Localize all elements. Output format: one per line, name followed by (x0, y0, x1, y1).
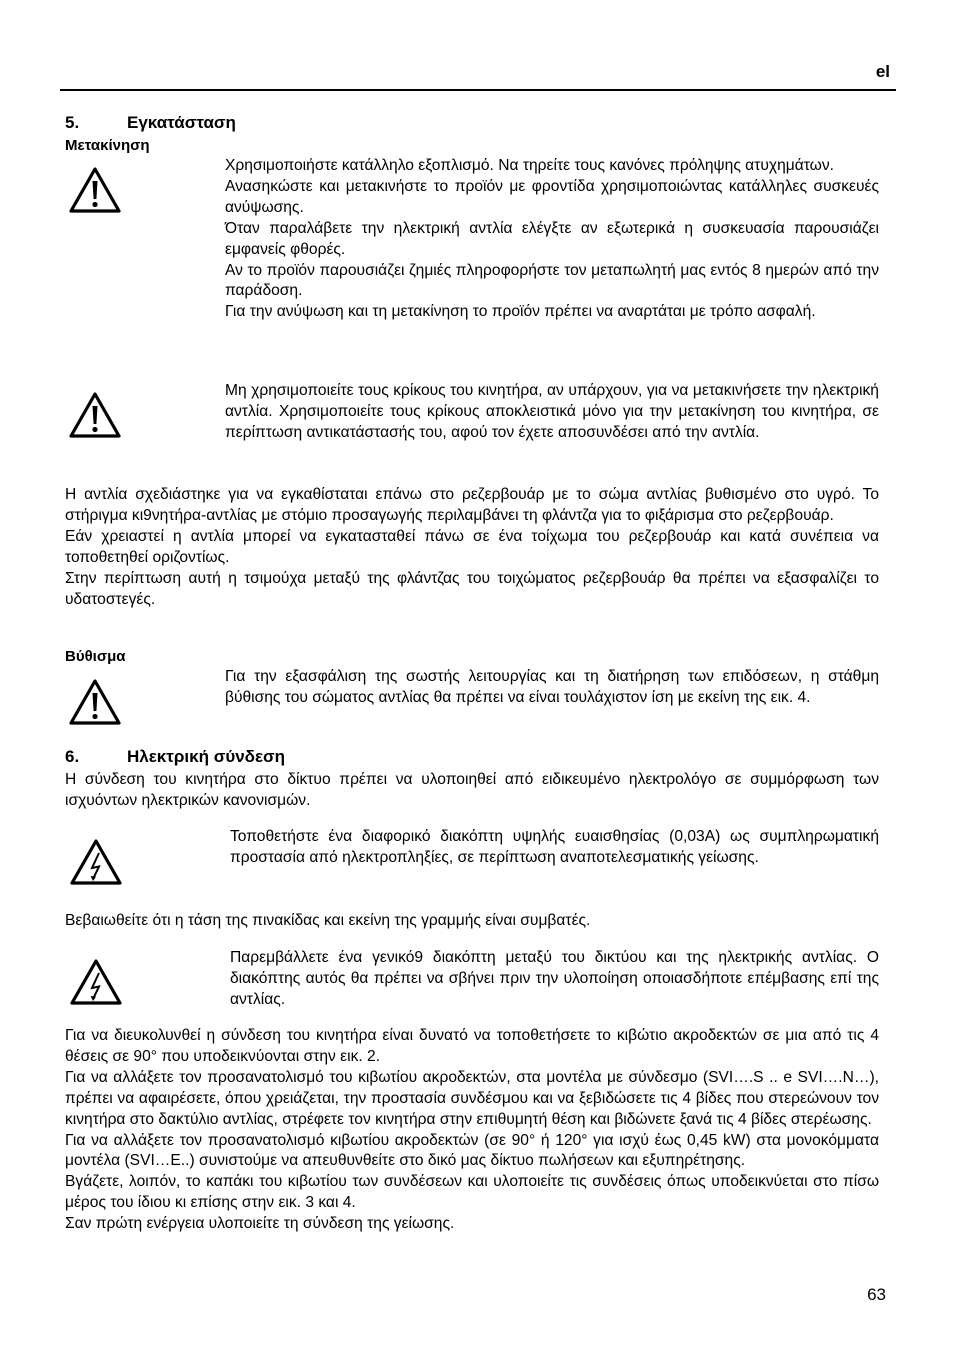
handling-warning-2: Μη χρησιμοποιείτε τους κρίκους του κινητήρα, αν υπάρχουν, για να μετακινήσετε την ηλεκτρική αντλία. Χρησιμοποιείτε τους κρίκους αποκλειστικά μόνο για την μετακίνηση του κινητήρα, σε περίπτωση αντικατάστασής του, αφού τον έχετε αποσυνδέσει από την αντλία. (225, 382, 879, 441)
immersion-heading: Βύθισμα (65, 648, 126, 665)
section-5-heading (65, 112, 236, 134)
immersion-warning: Για την εξασφάλιση της σωστής λειτουργίας και τη διατήρηση των επιδόσεων, η στάθμη βύθισης του σώματος αντλίας θα πρέπει να είναι τουλάχιστον ίση με εκείνη της εικ. 4. (225, 668, 879, 706)
section-5-title: Εγκατάσταση (127, 113, 236, 132)
handling-warning-1-line: Για την ανύψωση και τη μετακίνηση το προϊόν πρέπει να αναρτάται με τρόπο ασφαλή. (225, 303, 816, 321)
body-paragraph: Για να αλλάξετε τον προσανατολισμό κιβωτίου ακροδεκτών (σε 90° ή 120° για ισχύ έως 0,45 kW) στα μονοκόμματα μοντέλα (SVI…E..) συνιστούμε να απευθυνθείτε στο δικό μας δίκτυο πωλήσεων και εξυπηρέτησης. (65, 1131, 879, 1170)
body-paragraph: Βγάζετε, λοιπόν, το καπάκι του κιβωτίου των συνδέσεων και υλοποιείτε τις συνδέσεις όπως υποδεικνύεται στο πίσω μέρος του ίδιου κι επίσης στην εικ. 3 και 4. (65, 1173, 879, 1212)
handling-warning-1 (225, 156, 879, 323)
page-number: 63 (867, 1285, 886, 1304)
handling-warning-1-line: Αν το προϊόν παρουσιάζει ζημιές πληροφορήστε τον μεταπωλητή μας εντός 8 ημερών από την παράδοση. (225, 261, 879, 300)
section-6-heading (65, 746, 285, 768)
body-paragraph: Σαν πρώτη ενέργεια υλοποιείτε τη σύνδεση της γείωσης. (65, 1215, 455, 1233)
section-6-title: Ηλεκτρική σύνδεση (127, 747, 286, 766)
body-paragraph: Η αντλία σχεδιάστηκε για να εγκαθίσταται επάνω στο ρεζερβουάρ με το σώμα αντλίας βυθισμένο στο υγρό. Το στήριγμα κι9νητήρα-αντλίας με στόμιο προσαγωγής περιλαμβάνει τη φλάντζα για το φιξάρισμα στο ρεζερβουάρ. (65, 486, 879, 524)
electric-warning-2: Παρεμβάλλετε ένα γενικό9 διακόπτη μεταξύ του δικτύου και της ηλεκτρικής αντλίας. Ο διακόπτης αυτός θα πρέπει να σβήνει πριν την υλοποίηση οποιασδήποτε επέμβασης επί της αντλίας. (230, 949, 879, 1008)
body-paragraph: Στην περίπτωση αυτή η τσιμούχα μεταξύ της φλάντζας του τοιχώματος ρεζερβουάρ θα πρέπει να εξασφαλίζει το υδατοστεγές. (65, 569, 879, 608)
installation-body (65, 485, 879, 610)
body-paragraph: Για να διευκολυνθεί η σύνδεση του κινητήρα είναι δυνατό να τοποθετήσετε το κιβώτιο ακροδεκτών σε μια από τις 4 θέσεις σε 90° που υποδεικνύονται στην εικ. 2. (65, 1027, 879, 1065)
body-paragraph: Για να αλλάξετε τον προσανατολισμό του κιβωτίου ακροδεκτών, στα μοντέλα με σύνδεσμο (SVI….S .. e SVI….N…), πρέπει να αφαιρέσετε, όπου χρειάζεται, την προστασία συνδέσμου και να ξεβιδώσετε τις 4 βίδες που στερεώνουν τον κινητήρα στο δακτύλιο αντλίας, στρέφετε τον κινητήρα στην επιθυμητή θέση και βιδώνετε ξανά τις 4 βίδες στερέωσης. (65, 1068, 879, 1128)
body-paragraph: Εάν χρειαστεί η αντλία μπορεί να εγκατασταθεί πάνω σε ένα τοίχωμα του ρεζερβουάρ και κατά συνέπεια να τοποθετηθεί οριζοντίως. (65, 527, 879, 566)
handling-warning-1-line: Ανασηκώστε και μετακινήστε το προϊόν με φροντίδα χρησιμοποιώντας κατάλληλες συσκευές ανύψωσης. (225, 177, 879, 216)
language-code: el (875, 62, 890, 81)
electric-intro: Η σύνδεση του κινητήρα στο δίκτυο πρέπει να υλοποιηθεί από ειδικευμένο ηλεκτρολόγο σε συμμόρφωση των ισχυόντων ηλεκτρικών κανονισμών. (65, 771, 879, 809)
voltage-check: Βεβαιωθείτε ότι η τάση της πινακίδας και εκείνη της γραμμής είναι συμβατές. (65, 912, 591, 929)
section-6-number: 6. (65, 747, 80, 766)
electric-hazard-icon (69, 958, 123, 1006)
handling-warning-1-line: Χρησιμοποιήστε κατάλληλο εξοπλισμό. Να τηρείτε τους κανόνες πρόληψης ατυχημάτων. (225, 157, 834, 174)
electric-hazard-icon (69, 838, 123, 886)
handling-warning-1-line: Όταν παραλάβετε την ηλεκτρική αντλία ελέγξτε αν εξωτερικά η συσκευασία παρουσιάζει εμφανείς φθορές. (225, 219, 879, 258)
warning-triangle-icon (68, 166, 122, 214)
warning-triangle-icon (68, 678, 122, 726)
header-rule (60, 89, 896, 91)
electric-body (65, 1026, 879, 1235)
electric-warning-1: Τοποθετήστε ένα διαφορικό διακόπτη υψηλής ευαισθησίας (0,03Α) ως συμπληρωματική προστασία από ηλεκτροπληξίες, σε περίπτωση αναποτελεσματικής γείωσης. (230, 828, 879, 866)
section-5-number: 5. (65, 113, 80, 132)
handling-heading: Μετακίνηση (65, 137, 150, 154)
warning-triangle-icon (68, 391, 122, 439)
